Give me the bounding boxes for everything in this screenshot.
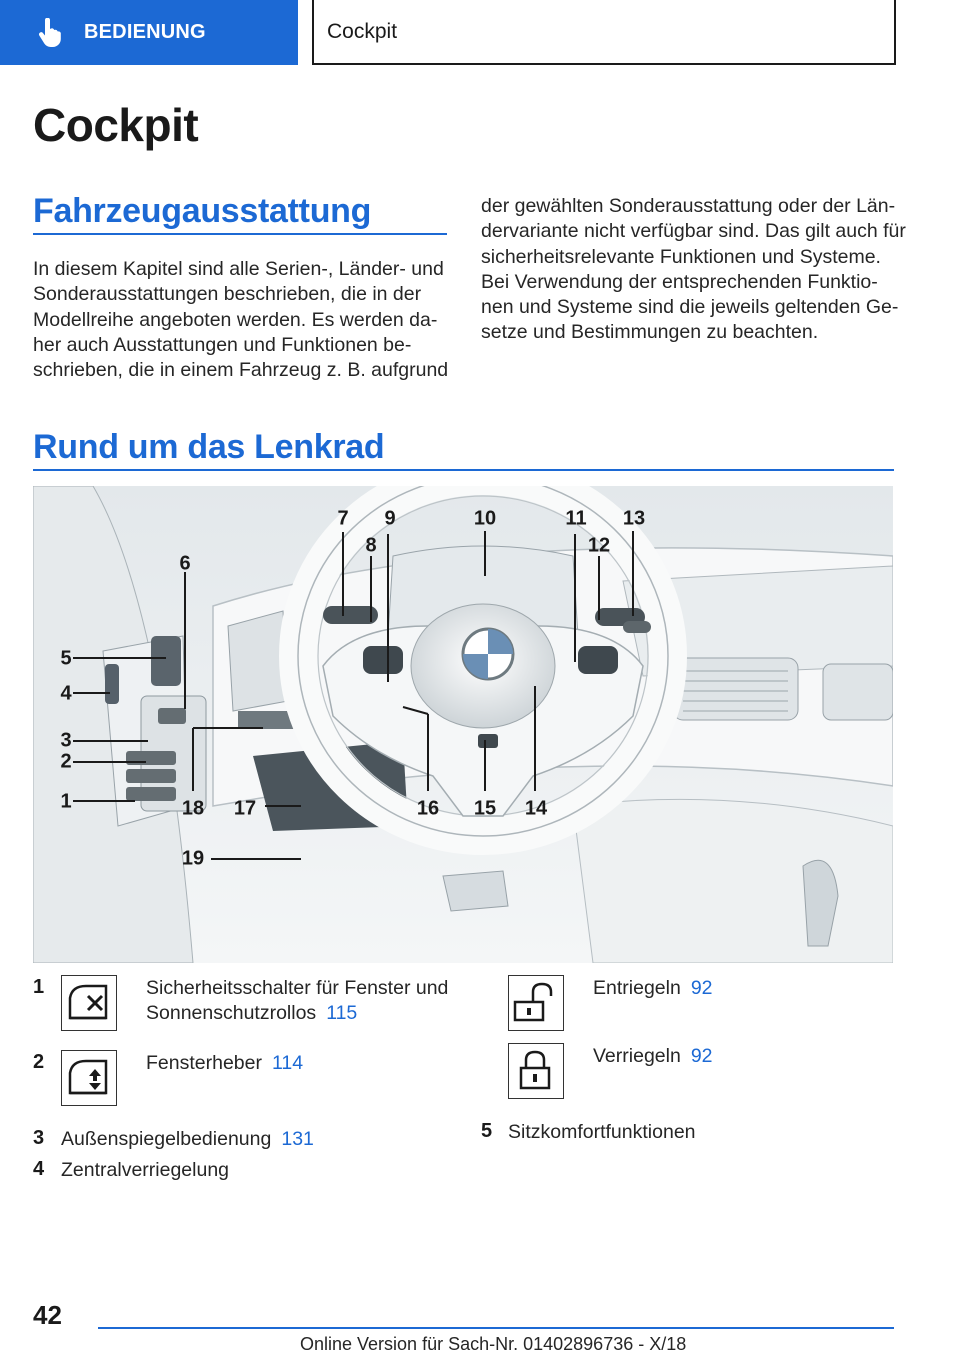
window-lock-icon <box>61 975 117 1031</box>
page-reference-link[interactable]: 92 <box>690 977 713 999</box>
footer-rule <box>98 1327 894 1329</box>
text-line: Modellreihe angeboten werden. Es werden da- <box>33 308 438 331</box>
callout-15: 15 <box>473 797 497 820</box>
page-reference-link[interactable]: 92 <box>690 1045 713 1067</box>
callout-14: 14 <box>524 797 548 820</box>
chapter-label: Cockpit <box>327 19 398 43</box>
section-rule <box>33 233 447 235</box>
section-label: BEDIENUNG <box>84 21 206 43</box>
callout-9: 9 <box>384 507 396 530</box>
legend-number-1: 1 <box>33 976 45 998</box>
intro-paragraph-col2 <box>481 194 906 346</box>
text-line: sicherheitsrelevante Funktionen und Systeme. <box>481 245 881 268</box>
callout-18: 18 <box>181 797 205 820</box>
unlock-icon <box>508 975 564 1031</box>
legend-item-unlock <box>593 976 713 1001</box>
text-line: nen und Systeme sind die jeweils geltenden Ge- <box>481 296 899 319</box>
callout-2: 2 <box>60 750 72 773</box>
callout-11: 11 <box>565 507 587 530</box>
text-line: der gewählten Sonderausstattung oder der Län- <box>481 195 896 217</box>
legend-text: Entriegeln <box>593 977 681 999</box>
text-line: In diesem Kapitel sind alle Serien-, Länder- und <box>33 258 444 280</box>
chapter-tab <box>312 0 896 65</box>
text-line: setze und Bestimmungen zu beachten. <box>481 321 819 344</box>
callout-12: 12 <box>587 534 611 557</box>
section-rule <box>33 469 894 471</box>
legend-item-lock <box>593 1044 713 1069</box>
section-heading-fahrzeugausstattung: Fahrzeugausstattung <box>33 192 372 230</box>
section-tab <box>0 0 298 65</box>
text-line: Bei Verwendung der entsprechenden Funktio- <box>481 270 878 293</box>
online-version-note: Online Version für Sach-Nr. 01402896736 - X/18 <box>300 1334 687 1354</box>
page-reference-link[interactable]: 131 <box>281 1128 314 1150</box>
legend-text: Sitzkomfortfunktionen <box>508 1121 696 1143</box>
section-heading-lenkrad: Rund um das Lenkrad <box>33 428 385 466</box>
callout-8: 8 <box>365 534 377 557</box>
legend-item-3 <box>61 1127 314 1152</box>
legend-text: Verriegeln <box>593 1045 681 1067</box>
lock-icon <box>508 1043 564 1099</box>
window-lift-icon <box>61 1050 117 1106</box>
cockpit-drawing <box>33 486 893 963</box>
callout-17: 17 <box>233 797 257 820</box>
callout-1: 1 <box>60 790 72 813</box>
legend-number-4: 4 <box>33 1158 45 1180</box>
legend-item-5 <box>508 1120 696 1145</box>
text-line: her auch Ausstattungen und Funktionen be- <box>33 333 412 356</box>
page-reference-link[interactable]: 114 <box>271 1052 304 1074</box>
page-title: Cockpit <box>33 99 199 151</box>
legend-item-4 <box>61 1158 229 1183</box>
callout-19: 19 <box>181 847 205 870</box>
legend-number-3: 3 <box>33 1127 45 1149</box>
legend-number-5: 5 <box>481 1120 493 1142</box>
text-line: Sonderausstattungen beschrieben, die in der <box>33 283 422 306</box>
callout-10: 10 <box>473 507 497 530</box>
page-reference-link[interactable]: 115 <box>326 1002 358 1024</box>
text-line: dervariante nicht verfügbar sind. Das gilt auch für <box>481 220 906 243</box>
callout-5: 5 <box>60 647 72 670</box>
callout-7: 7 <box>337 507 349 530</box>
legend-text: Sonnenschutzrollos <box>146 1002 317 1024</box>
callout-4: 4 <box>60 682 72 705</box>
legend-number-2: 2 <box>33 1051 45 1073</box>
intro-paragraph-col1 <box>33 257 448 383</box>
text-line: schrieben, die in einem Fahrzeug z. B. aufgrund <box>33 359 449 382</box>
page-number: 42 <box>33 1300 62 1330</box>
legend-text: Fensterheber <box>146 1052 262 1074</box>
callout-13: 13 <box>622 507 646 530</box>
legend-item-2 <box>146 1051 303 1076</box>
legend-text: Sicherheitsschalter für Fenster und <box>146 977 449 999</box>
callout-6: 6 <box>179 552 191 575</box>
callout-16: 16 <box>416 797 440 820</box>
callout-3: 3 <box>60 729 72 752</box>
hand-pointer-icon <box>36 18 64 48</box>
legend-item-1 <box>146 976 448 1026</box>
legend-text: Zentralverriegelung <box>61 1159 230 1181</box>
cockpit-illustration <box>33 486 893 963</box>
legend-text: Außenspiegelbedienung <box>61 1128 272 1150</box>
